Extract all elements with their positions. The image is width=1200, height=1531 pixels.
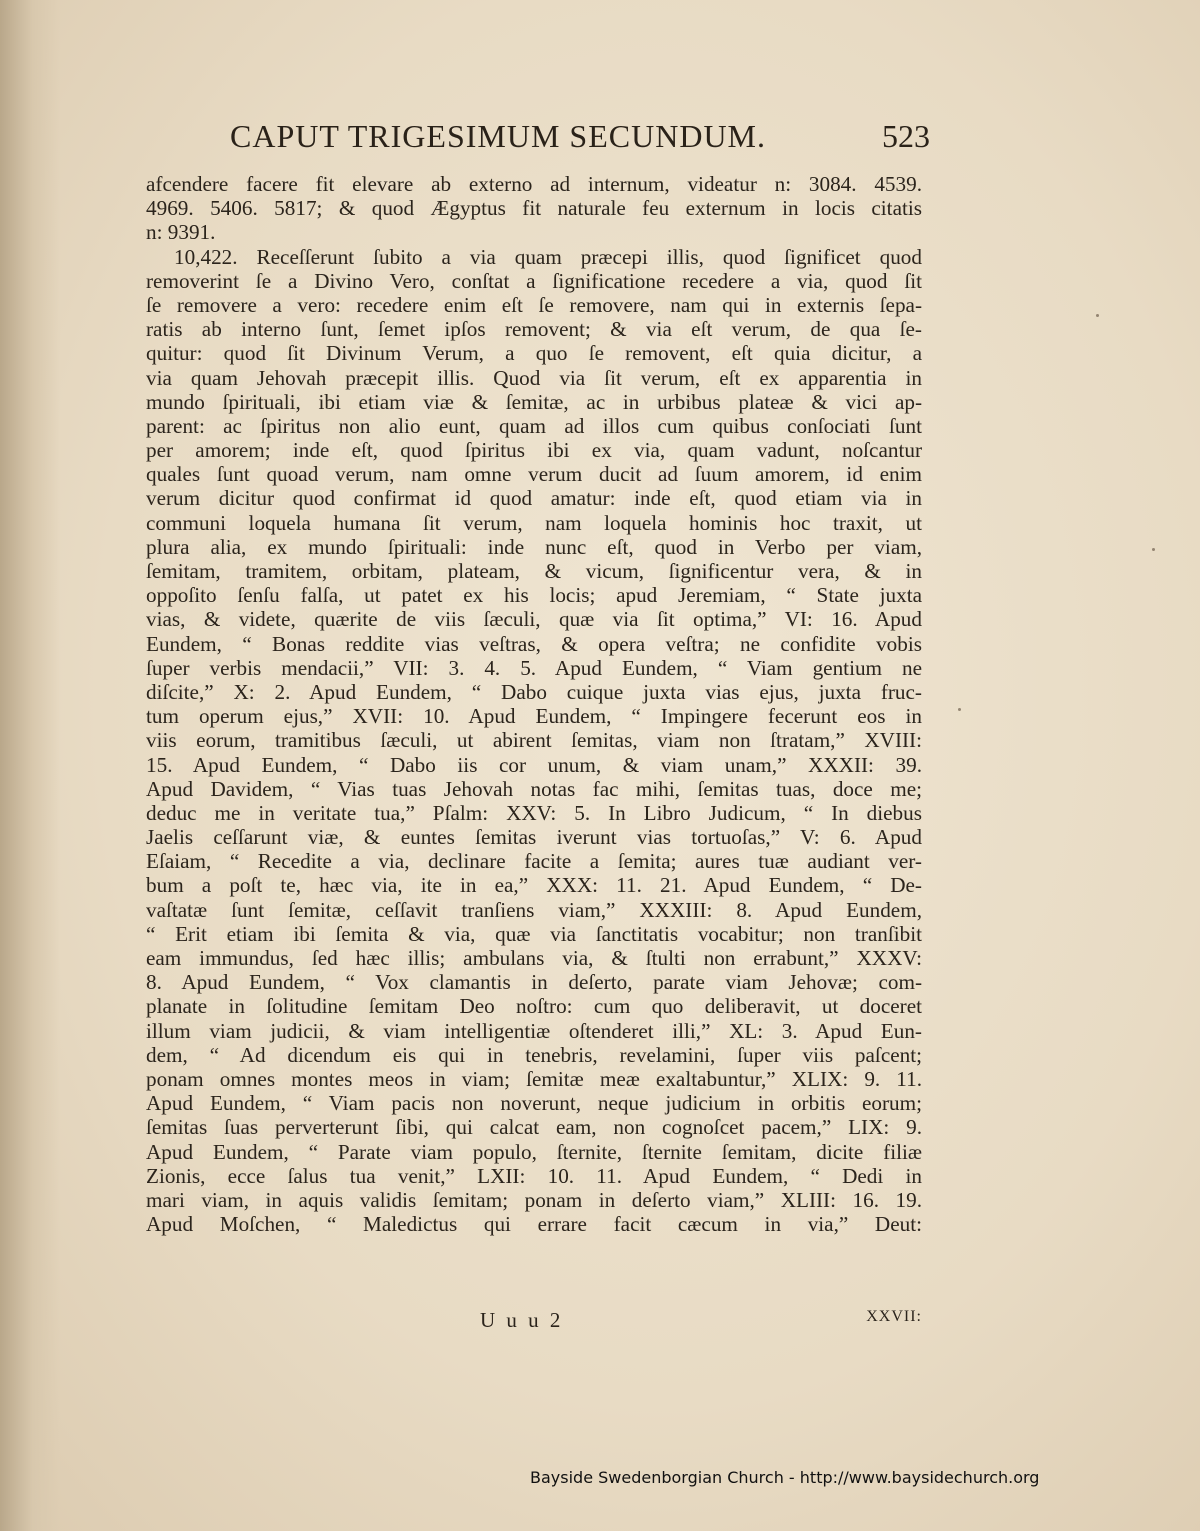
text-line: eam immundus, ſed hæc illis; ambulans via, & ſtulti non errabunt,” XXXV: xyxy=(146,946,922,970)
credit-watermark: Bayside Swedenborgian Church - http://www.baysidechurch.org xyxy=(530,1468,1040,1487)
text-line: Eundem, “ Bonas reddite vias veſtras, & opera veſtra; ne confidite vobis xyxy=(146,631,922,656)
paper-speck xyxy=(958,708,961,711)
page-footer xyxy=(146,1308,922,1336)
text-line: bum a poſt te, hæc via, ite in ea,” XXX: 11. 21. Apud Eundem, “ De- xyxy=(146,873,922,898)
text-line: per amorem; inde eſt, quod ſpiritus ibi ex via, quam vadunt, noſcantur xyxy=(146,438,922,463)
text-line: afcendere facere fit elevare ab externo ad internum, videatur n: 3084. 4539. xyxy=(146,172,922,196)
catchword: XXVII: xyxy=(866,1308,922,1325)
page-header xyxy=(230,118,930,168)
signature-mark: U u u 2 xyxy=(480,1308,564,1332)
text-line: verum dicitur quod confirmat id quod amatur: inde eſt, quod etiam via in xyxy=(146,486,922,511)
text-line: “ Erit etiam ibi ſemita & via, quæ via ſanctitatis vocabitur; non tranſibit xyxy=(146,921,922,946)
text-line: vaſtatæ ſunt ſemitæ, ceſſavit tranſiens viam,” XXXIII: 8. Apud Eundem, xyxy=(146,897,922,922)
text-line: tum operum ejus,” XVII: 10. Apud Eundem, “ Impingere fecerunt eos in xyxy=(146,704,922,729)
page-gutter-shadow xyxy=(0,0,60,1531)
text-line: planate in ſolitudine ſemitam Deo noſtro: cum quo deliberavit, ut doceret xyxy=(146,994,922,1019)
text-line: Apud Eundem, “ Viam pacis non noverunt, neque judicium in orbitis eorum; xyxy=(146,1091,922,1116)
text-line: 4969. 5406. 5817; & quod Ægyptus fit naturale feu externum in locis citatis xyxy=(146,196,922,221)
text-line: illum viam judicii, & viam intelligentiæ oſtenderet illi,” XL: 3. Apud Eun- xyxy=(146,1018,922,1043)
running-head: CAPUT TRIGESIMUM SECUNDUM. xyxy=(230,118,766,154)
text-line: deduc me in veritate tua,” Pſalm: XXV: 5. In Libro Judicum, “ In diebus xyxy=(146,800,922,825)
paragraph-start-text: 10,422. Receſſerunt ſubito a via quam præcepi illis, quod ſignificet quod xyxy=(174,244,922,269)
text-line: communi loquela humana ſit verum, nam loquela hominis hoc traxit, ut xyxy=(146,510,922,535)
text-line: ſuper verbis mendacii,” VII: 3. 4. 5. Apud Eundem, “ Viam gentium ne xyxy=(146,655,922,680)
text-line: oppoſito ſenſu falſa, ut patet ex his locis; apud Jeremiam, “ State juxta xyxy=(146,583,922,608)
text-line: Jaelis ceſſarunt viæ, & euntes ſemitas iverunt vias tortuoſas,” V: 6. Apud xyxy=(146,825,922,850)
text-line: parent: ac ſpiritus non alio eunt, quam ad illos cum quibus conſociati ſunt xyxy=(146,413,922,438)
text-line: diſcite,” X: 2. Apud Eundem, “ Dabo cuique juxta vias ejus, juxta fruc- xyxy=(146,679,922,704)
text-line: ſemitas ſuas perverterunt ſibi, qui calcat eam, non cognoſcet pacem,” LIX: 9. xyxy=(146,1115,922,1140)
text-line: mundo ſpirituali, ibi etiam viæ & ſemitæ, ac in urbibus plateæ & vici ap- xyxy=(146,389,922,414)
text-line: ratis ab interno ſunt, ſemet ipſos removent; & via eſt verum, de qua ſe- xyxy=(146,317,922,342)
paragraph-start-line xyxy=(146,245,922,269)
paper-speck xyxy=(1096,314,1099,317)
text-line: plura alia, ex mundo ſpirituali: inde nunc eſt, quod in Verbo per viam, xyxy=(146,534,922,559)
text-line: via quam Jehovah præcepit illis. Quod via ſit verum, eſt ex apparentia in xyxy=(146,365,922,390)
text-line: ſe removere a vero: recedere enim eſt ſe removere, nam qui in externis ſepa- xyxy=(146,292,922,317)
text-line: ſemitam, tramitem, orbitam, plateam, & vicum, ſignificentur vera, & in xyxy=(146,559,922,583)
text-line: removerint ſe a Divino Vero, conſtat a ſignificatione recedere a via, quod ſit xyxy=(146,268,922,293)
text-line: Zionis, ecce ſalus tua venit,” LXII: 10. 11. Apud Eundem, “ Dedi in xyxy=(146,1163,922,1188)
text-line: quitur: quod ſit Divinum Verum, a quo ſe removent, eſt quia dicitur, a xyxy=(146,341,922,366)
text-line: Apud Moſchen, “ Maledictus qui errare facit cæcum in via,” Deut: xyxy=(146,1212,922,1237)
text-line: 8. Apud Eundem, “ Vox clamantis in deſerto, parate viam Jehovæ; com- xyxy=(146,970,922,995)
text-line: vias, & videte, quærite de viis ſæculi, quæ via ſit optima,” VI: 16. Apud xyxy=(146,607,922,632)
paper-speck xyxy=(1152,548,1155,551)
text-line: 15. Apud Eundem, “ Dabo iis cor unum, & viam unam,” XXXII: 39. xyxy=(146,752,922,777)
text-line: Apud Davidem, “ Vias tuas Jehovah notas fac mihi, ſemitas tuas, doce me; xyxy=(146,776,922,801)
body-text xyxy=(146,172,922,1236)
text-line: dem, “ Ad dicendum eis qui in tenebris, revelamini, ſuper viis paſcent; xyxy=(146,1042,922,1067)
text-line: ponam omnes montes meos in viam; ſemitæ meæ exaltabuntur,” XLIX: 9. 11. xyxy=(146,1066,922,1091)
text-line: n: 9391. xyxy=(146,220,216,245)
text-line: viis eorum, tramitibus ſæculi, ut abirent ſemitas, viam non ſtratam,” XVIII: xyxy=(146,728,922,753)
page-number: 523 xyxy=(882,118,930,154)
text-line: quales ſunt quoad verum, nam omne verum ducit ad ſuum amorem, id enim xyxy=(146,462,922,487)
text-line: Eſaiam, “ Recedite a via, declinare facite a ſemita; aures tuæ audiant ver- xyxy=(146,849,922,874)
text-line: mari viam, in aquis validis ſemitam; ponam in deſerto viam,” XLIII: 16. 19. xyxy=(146,1187,922,1212)
text-line: Apud Eundem, “ Parate viam populo, ſternite, ſternite ſemitam, dicite filiæ xyxy=(146,1139,922,1164)
